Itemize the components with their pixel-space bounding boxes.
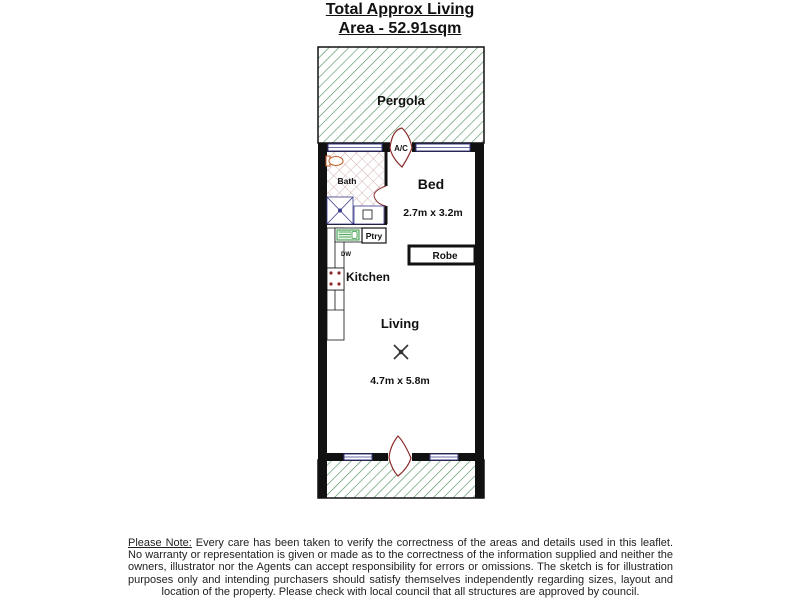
vanity-icon: [354, 206, 384, 224]
title-line-2: Area - 52.91sqm: [338, 20, 462, 37]
title-line-1: Total Approx Living: [325, 1, 475, 18]
ac-label: A/C: [394, 144, 408, 153]
toilet-icon: [326, 156, 343, 166]
pantry-label: Ptry: [365, 231, 383, 241]
cooktop-icon: [327, 268, 344, 290]
living-dimensions: 4.7m x 5.8m: [370, 375, 430, 387]
disclaimer-prefix: Please Note:: [128, 537, 192, 549]
robe-label: Robe: [432, 251, 458, 262]
dishwasher-label: DW: [341, 252, 351, 258]
bed-label: Bed: [417, 176, 445, 192]
disclaimer-note: [128, 537, 673, 598]
sink-icon: [337, 230, 359, 240]
disclaimer-text: Every care has been taken to verify the correctness of the areas and details used in this leaflet. No warranty or representation is given or made as to the correctness of the information supplied and neither the owners, illustrator nor the Agents can accept responsibility for errors or omissions. The sketch is for illustration purposes only and intending purchasers should satisfy themselves independently regarding sizes, layout and location of the property. Please check with local council that all structures are approved by council.: [128, 537, 673, 598]
bed-dimensions: 2.7m x 3.2m: [403, 207, 463, 219]
pergola-label: Pergola: [377, 93, 425, 108]
bath-label: Bath: [337, 176, 357, 186]
shower-icon: [327, 197, 353, 224]
kitchen-label: Kitchen: [346, 270, 391, 284]
ceiling-fan-icon: [394, 345, 408, 359]
living-label: Living: [380, 316, 420, 331]
